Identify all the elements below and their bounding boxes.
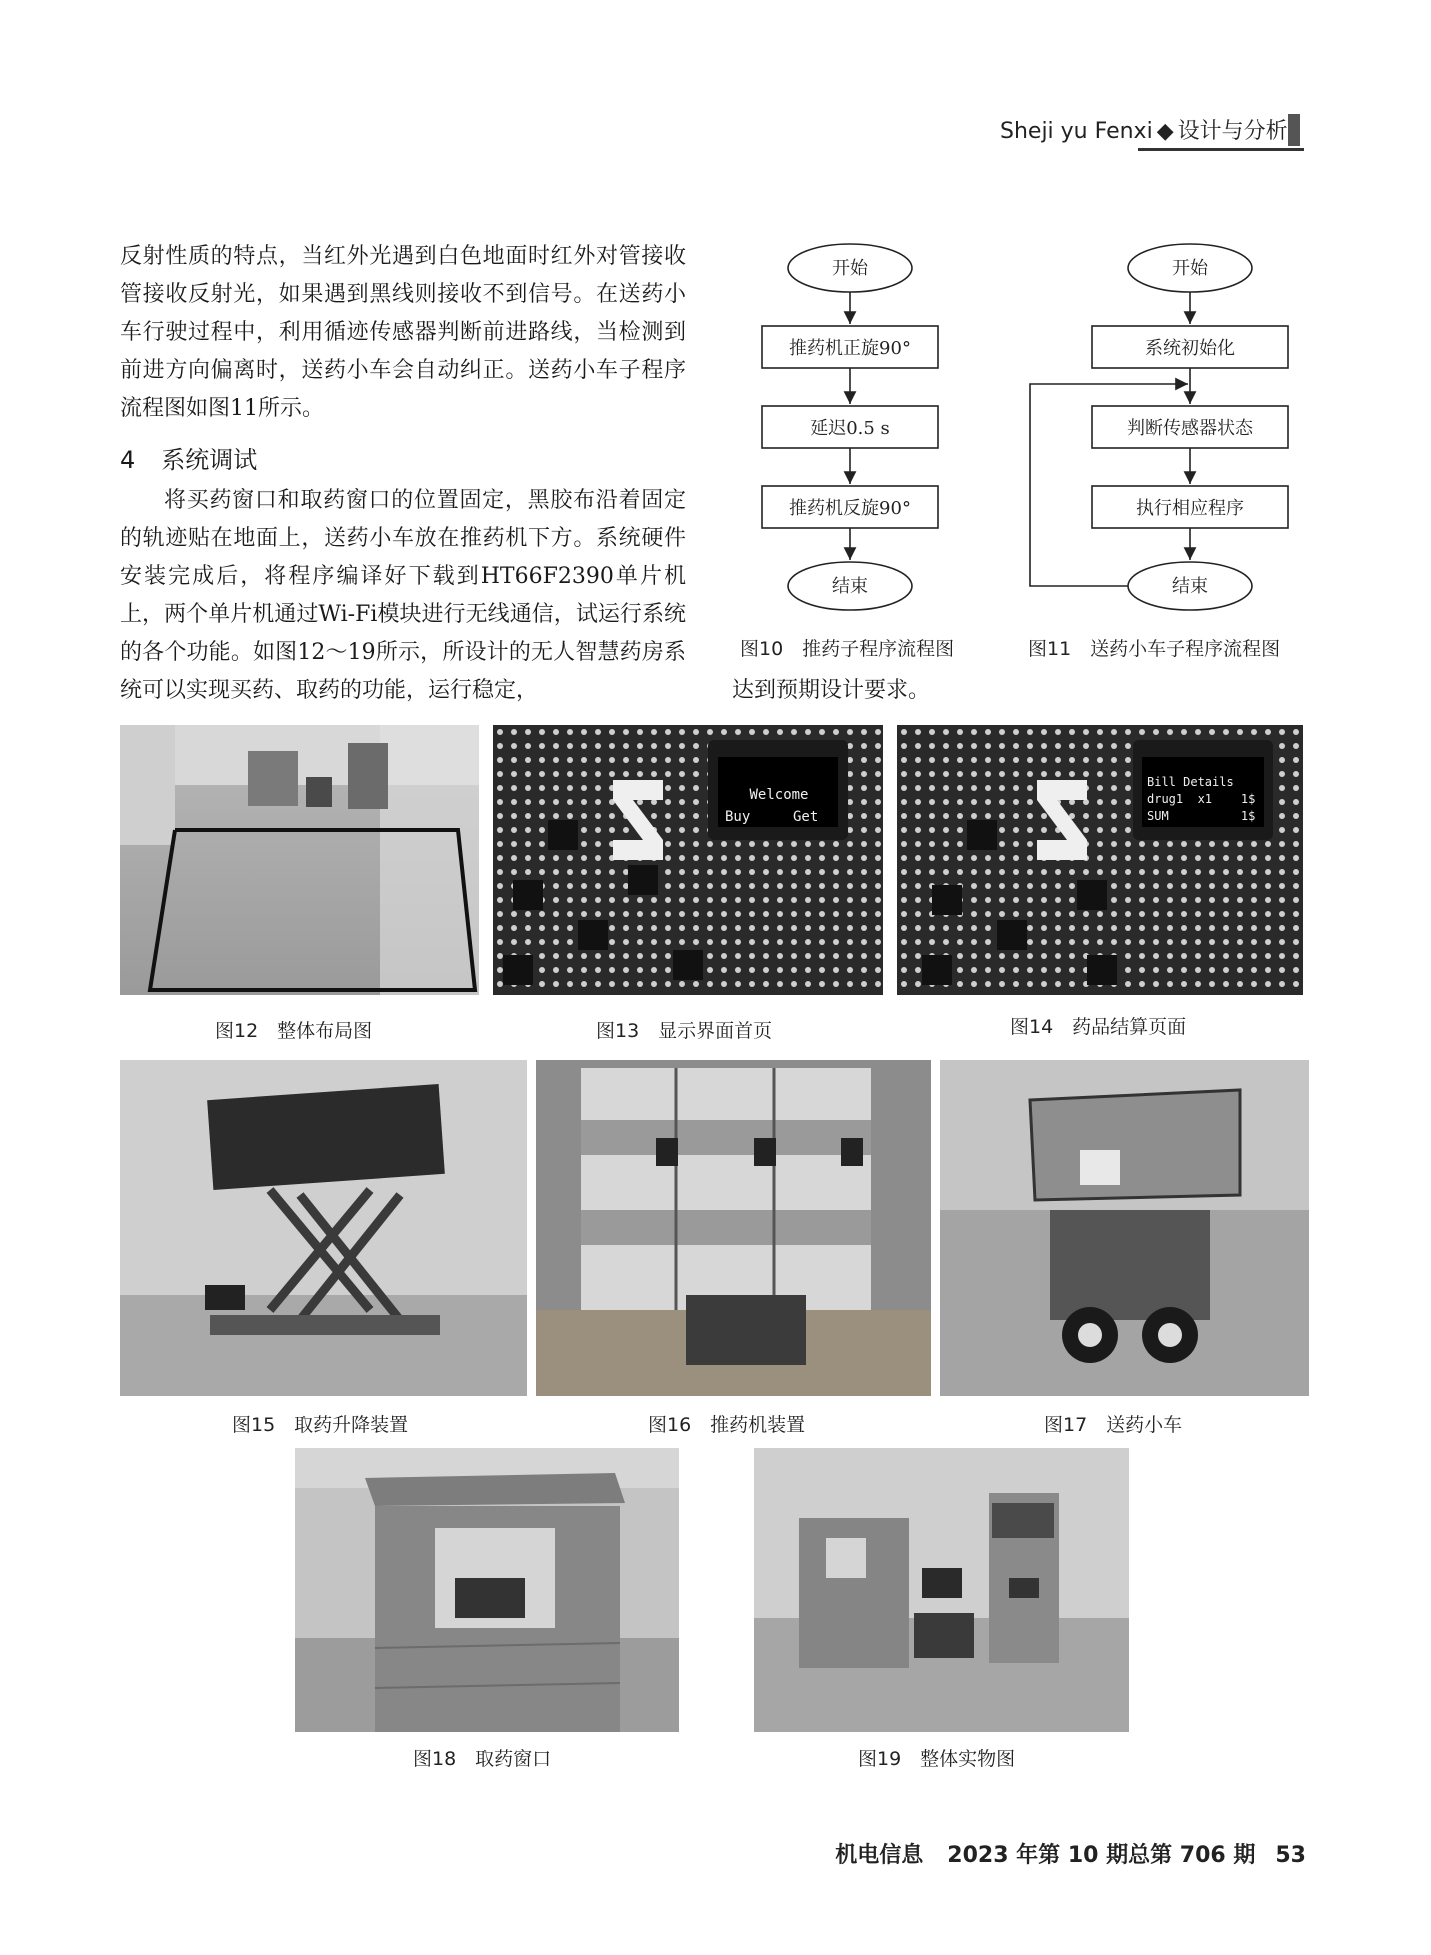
fig13-caption: 图13 显示界面首页 xyxy=(596,1020,773,1042)
fig17-caption: 图17 送药小车 xyxy=(1044,1414,1183,1436)
footer-journal: 机电信息 xyxy=(835,1843,924,1868)
body-paragraph-2: 将买药窗口和取药窗口的位置固定，黑胶布沿着固定的轨迹贴在地面上，送药小车放在推药机下方。系统硬件安装完成后，将程序编译好下载到HT66F2390单片机上，两个单片机通过Wi-Fi模块进行无线通信，试运行系统的各个功能。如图12～19所示，所设计的无人智慧药房系统可以实现买药、取药的功能，运行稳定， xyxy=(120,488,686,703)
header-bar xyxy=(1288,114,1300,146)
fc10-step3: 推药机反旋90° xyxy=(789,498,911,519)
fig12-caption: 图12 整体布局图 xyxy=(215,1020,373,1042)
oled14-row1: drug1 x1 1$ xyxy=(1147,792,1256,806)
photo-fig16-pusher xyxy=(536,1060,931,1396)
oled13-welcome: Welcome xyxy=(749,787,809,803)
photo-fig17-car xyxy=(940,1060,1309,1396)
fig11-caption: 图11 送药小车子程序流程图 xyxy=(1028,638,1281,660)
flowcharts xyxy=(740,240,1340,620)
fig15-caption: 图15 取药升降装置 xyxy=(232,1414,409,1436)
body-paragraph-1: 反射性质的特点，当红外光遇到白色地面时红外对管接收管接收反射光，如果遇到黑线则接收不到信号。在送药小车行驶过程中，利用循迹传感器判断前进路线，当检测到前进方向偏离时，送药小车会自动纠正。送药小车子程序流程图如图11所示。 xyxy=(120,244,686,421)
fc11-step3: 执行相应程序 xyxy=(1136,498,1244,519)
fig16-caption: 图16 推药机装置 xyxy=(648,1414,806,1436)
fc11-step1: 系统初始化 xyxy=(1145,338,1235,359)
photo-fig19-overall xyxy=(754,1448,1129,1732)
photo-fig12-layout xyxy=(120,725,479,995)
footer-page-number: 53 xyxy=(1275,1843,1306,1868)
photo-fig13-display-home xyxy=(493,725,883,995)
header-title: 设计与分析 xyxy=(1177,119,1288,144)
fc10-step2: 延迟0.5 s xyxy=(810,418,890,439)
oled13-get: Get xyxy=(793,809,819,825)
fc11-start: 开始 xyxy=(1172,258,1208,279)
oled13-buy: Buy xyxy=(725,809,751,825)
section-heading xyxy=(120,440,257,475)
fig19-caption: 图19 整体实物图 xyxy=(858,1748,1016,1770)
fc11-step2: 判断传感器状态 xyxy=(1127,418,1253,439)
section-title: 系统调试 xyxy=(161,446,258,474)
fig14-caption: 图14 药品结算页面 xyxy=(1010,1016,1187,1038)
section-number: 4 xyxy=(120,446,136,474)
oled14-title: Bill Details xyxy=(1147,775,1234,789)
photo-fig18-pickup-window xyxy=(295,1448,679,1732)
photo-fig15-lift xyxy=(120,1060,527,1396)
fc11-end: 结束 xyxy=(1172,576,1208,597)
header-pinyin: Sheji yu Fenxi xyxy=(1000,119,1153,144)
footer-issue: 2023 年第 10 期总第 706 期 xyxy=(947,1843,1256,1868)
body-paragraph-3: 达到预期设计要求。 xyxy=(732,678,931,703)
page-footer xyxy=(835,1838,1306,1869)
fc10-step1: 推药机正旋90° xyxy=(789,338,911,359)
oled14-row2: SUM 1$ xyxy=(1147,809,1256,823)
fig18-caption: 图18 取药窗口 xyxy=(413,1748,552,1770)
header-rule xyxy=(1138,148,1304,151)
fc10-start: 开始 xyxy=(832,258,868,279)
header-diamond: ◆ xyxy=(1156,119,1174,144)
photo-fig14-bill-page xyxy=(897,725,1303,995)
running-header xyxy=(1000,114,1288,150)
fc10-end: 结束 xyxy=(832,576,868,597)
fig10-caption: 图10 推药子程序流程图 xyxy=(740,638,955,660)
